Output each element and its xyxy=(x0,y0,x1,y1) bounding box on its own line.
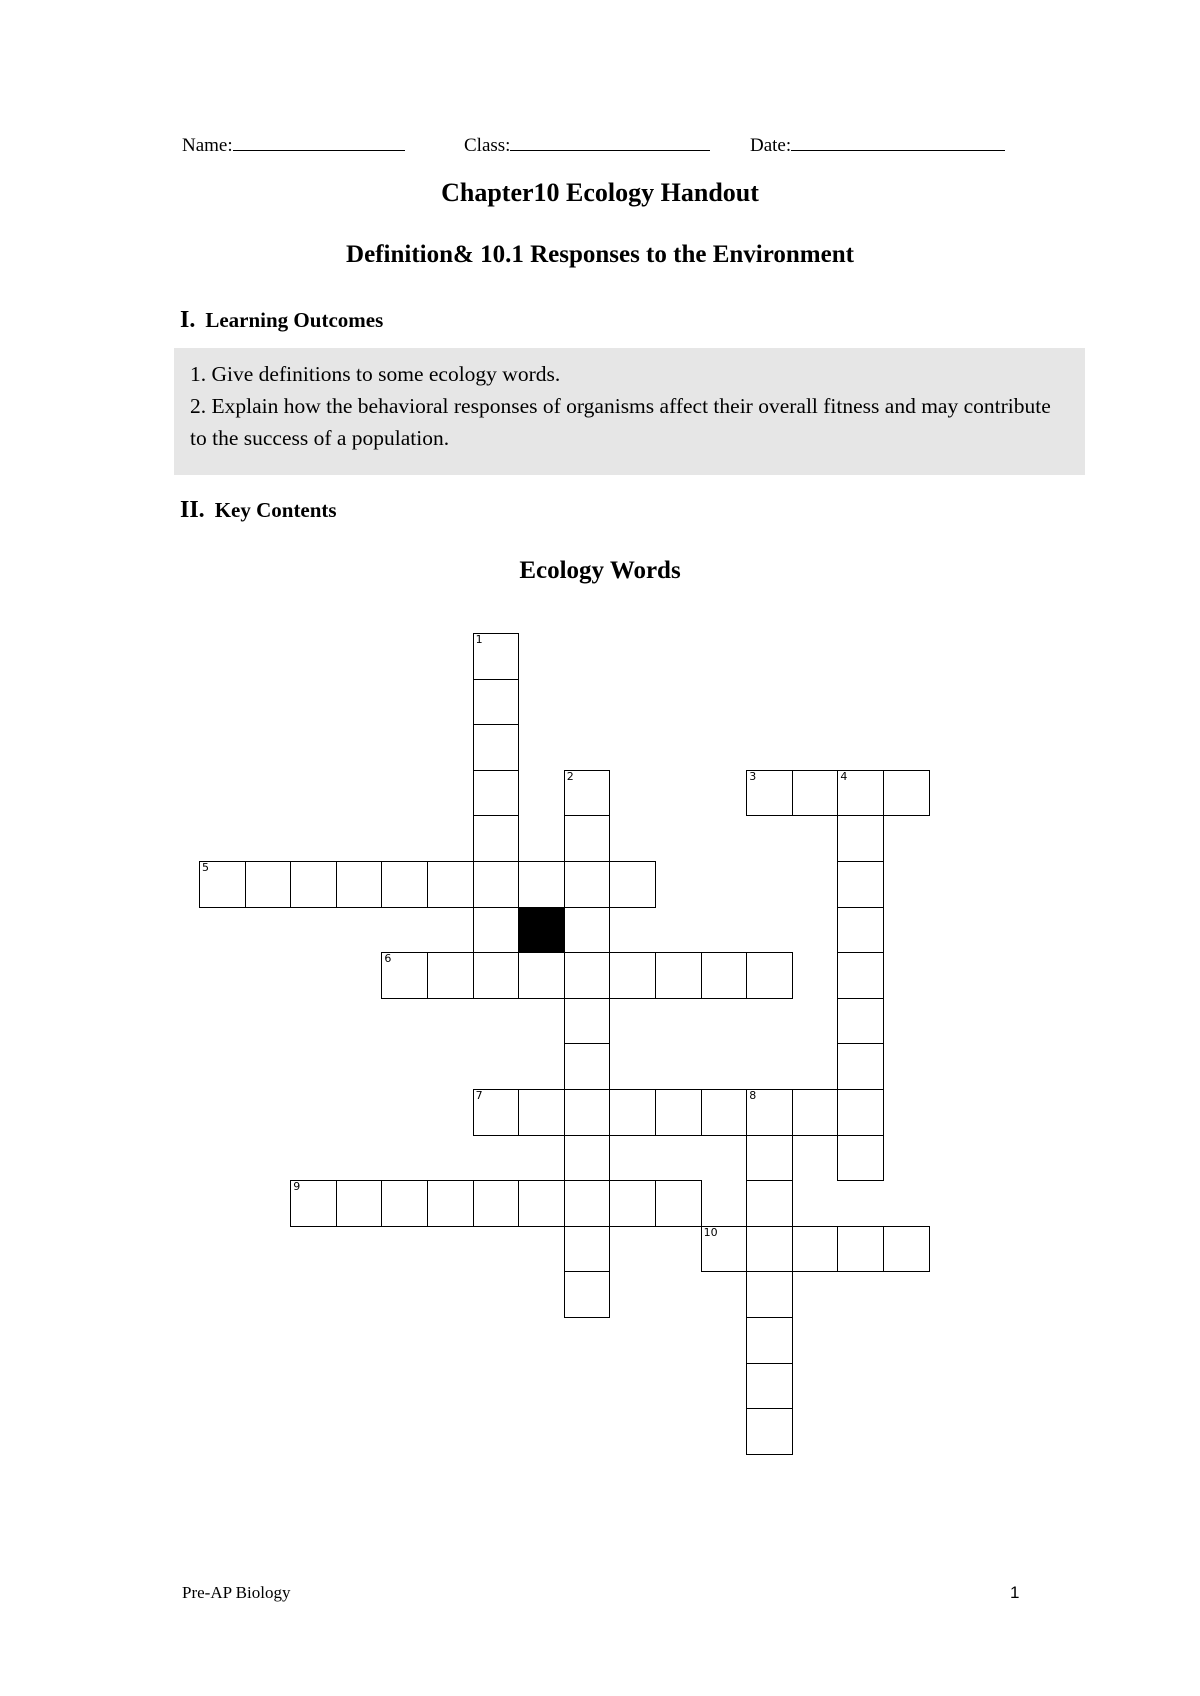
crossword-cell[interactable] xyxy=(746,1089,793,1136)
crossword-cell[interactable] xyxy=(290,1180,337,1227)
crossword-cell[interactable] xyxy=(655,1089,702,1136)
crossword-cell[interactable] xyxy=(792,770,839,817)
crossword-cell[interactable] xyxy=(609,952,656,999)
crossword-cell[interactable] xyxy=(792,1226,839,1273)
clue-number: 10 xyxy=(703,1225,718,1239)
crossword-cell[interactable] xyxy=(473,633,520,680)
crossword-title: Ecology Words xyxy=(519,557,681,584)
crossword-cell[interactable] xyxy=(564,1180,611,1227)
crossword-cell[interactable] xyxy=(473,770,520,817)
crossword-cell[interactable] xyxy=(290,861,337,908)
crossword-cell[interactable] xyxy=(746,1363,793,1410)
crossword-cell[interactable] xyxy=(746,952,793,999)
crossword-cell[interactable] xyxy=(837,1043,884,1090)
clue-number: 8 xyxy=(749,1089,757,1102)
crossword-cell[interactable] xyxy=(473,724,520,771)
clue-number: 4 xyxy=(840,769,848,783)
crossword-cell[interactable] xyxy=(564,1043,611,1090)
crossword-cell[interactable] xyxy=(473,861,520,908)
crossword-cell[interactable] xyxy=(427,861,474,908)
page-title: Chapter10 Ecology Handout xyxy=(441,178,759,207)
crossword-cell[interactable] xyxy=(564,907,611,954)
crossword-cell[interactable] xyxy=(883,770,930,817)
crossword-cell[interactable] xyxy=(746,1226,793,1273)
crossword-cell[interactable] xyxy=(701,952,748,999)
page-number: 1 xyxy=(1010,1583,1020,1602)
crossword-cell[interactable] xyxy=(381,861,428,908)
crossword-cell[interactable] xyxy=(837,815,884,862)
name-label: Name: xyxy=(182,135,233,156)
crossword-cell[interactable] xyxy=(837,952,884,999)
crossword-cell[interactable] xyxy=(701,1226,748,1273)
crossword-cell[interactable] xyxy=(746,1271,793,1318)
crossword-cell[interactable] xyxy=(473,679,520,726)
crossword-cell[interactable] xyxy=(609,1089,656,1136)
crossword-cell[interactable] xyxy=(837,907,884,954)
crossword-cell[interactable] xyxy=(837,998,884,1045)
crossword-cell[interactable] xyxy=(564,1271,611,1318)
crossword-cell[interactable] xyxy=(837,770,884,817)
crossword-cell[interactable] xyxy=(837,1089,884,1136)
section-numeral: I. xyxy=(180,307,196,333)
crossword-cell[interactable] xyxy=(473,952,520,999)
crossword-cell[interactable] xyxy=(746,1317,793,1364)
section-heading-text: Learning Outcomes xyxy=(205,308,384,332)
crossword-cell[interactable] xyxy=(245,861,292,908)
section-heading-text: Key Contents xyxy=(214,498,337,522)
crossword-cell[interactable] xyxy=(564,952,611,999)
crossword-cell[interactable] xyxy=(518,1180,565,1227)
page-subtitle: Definition& 10.1 Responses to the Environment xyxy=(346,241,854,268)
clue-number: 9 xyxy=(293,1180,301,1194)
crossword-cell[interactable] xyxy=(564,1135,611,1182)
crossword-cell[interactable] xyxy=(655,952,702,999)
crossword-cell[interactable] xyxy=(427,1180,474,1227)
crossword-cell[interactable] xyxy=(518,952,565,999)
crossword-black-cell xyxy=(518,907,565,954)
class-label: Class: xyxy=(464,135,511,156)
crossword-cell[interactable] xyxy=(518,861,565,908)
clue-number: 7 xyxy=(475,1089,483,1102)
crossword-cell[interactable] xyxy=(473,1089,520,1136)
clue-number: 6 xyxy=(384,952,392,966)
crossword-cell[interactable] xyxy=(746,1408,793,1455)
crossword-cell[interactable] xyxy=(518,1089,565,1136)
date-label: Date: xyxy=(750,135,792,156)
crossword-cell[interactable] xyxy=(381,952,428,999)
crossword-cell[interactable] xyxy=(473,907,520,954)
crossword-cell[interactable] xyxy=(564,861,611,908)
crossword-cell[interactable] xyxy=(564,998,611,1045)
crossword-cell[interactable] xyxy=(473,1180,520,1227)
outcome-item: 1. Give definitions to some ecology words. xyxy=(190,362,561,386)
crossword-cell[interactable] xyxy=(427,952,474,999)
crossword-cell[interactable] xyxy=(792,1089,839,1136)
crossword-cell[interactable] xyxy=(655,1180,702,1227)
crossword-cell[interactable] xyxy=(746,770,793,817)
crossword-cell[interactable] xyxy=(473,815,520,862)
crossword-cell[interactable] xyxy=(564,815,611,862)
crossword-cell[interactable] xyxy=(837,1226,884,1273)
crossword-cell[interactable] xyxy=(837,861,884,908)
crossword-cell[interactable] xyxy=(837,1135,884,1182)
crossword-cell[interactable] xyxy=(883,1226,930,1273)
crossword-cell[interactable] xyxy=(746,1135,793,1182)
clue-number: 2 xyxy=(566,769,574,783)
footer-course: Pre-AP Biology xyxy=(182,1583,291,1602)
crossword-cell[interactable] xyxy=(336,861,383,908)
crossword-cell[interactable] xyxy=(564,1226,611,1273)
clue-number: 1 xyxy=(475,633,483,646)
outcome-item: 2. Explain how the behavioral responses of organisms affect their overall fitness and may contribute to the success of a population. xyxy=(190,394,1051,450)
crossword-cell[interactable] xyxy=(336,1180,383,1227)
clue-number: 3 xyxy=(749,769,757,783)
crossword-cell[interactable] xyxy=(564,770,611,817)
crossword-cell[interactable] xyxy=(564,1089,611,1136)
crossword-cell[interactable] xyxy=(609,1180,656,1227)
section-numeral: II. xyxy=(180,497,205,523)
crossword-cell[interactable] xyxy=(746,1180,793,1227)
crossword-cell[interactable] xyxy=(199,861,246,908)
crossword-cell[interactable] xyxy=(701,1089,748,1136)
crossword-cell[interactable] xyxy=(609,861,656,908)
clue-number: 5 xyxy=(202,861,209,874)
crossword-cell[interactable] xyxy=(381,1180,428,1227)
